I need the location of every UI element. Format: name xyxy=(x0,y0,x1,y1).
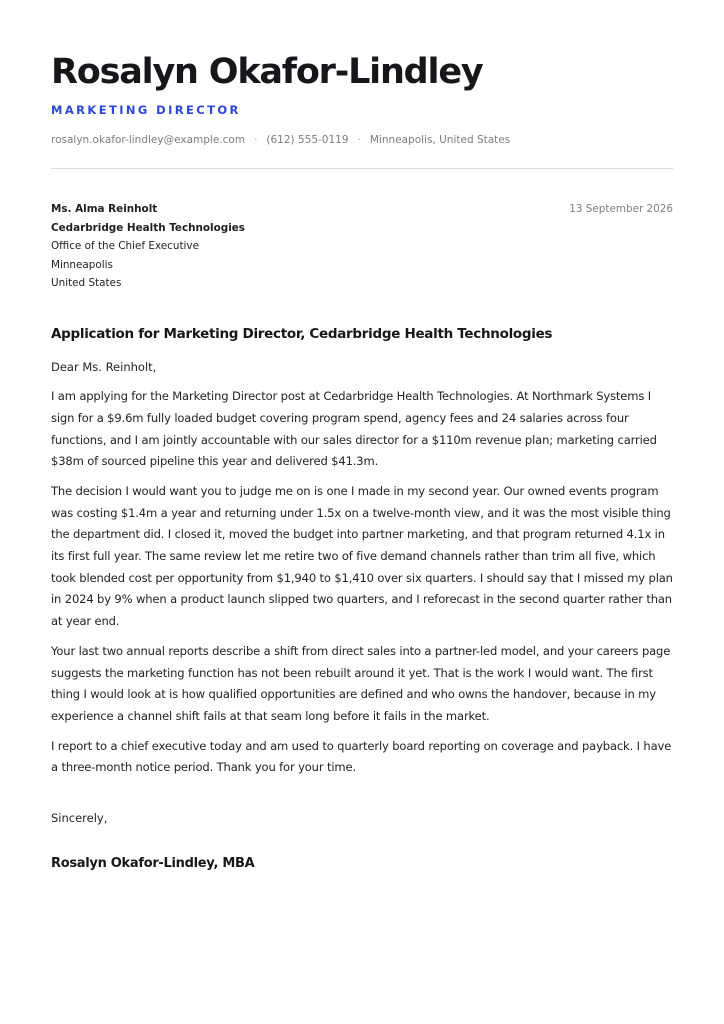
contact-line xyxy=(51,132,673,148)
applicant-role: MARKETING DIRECTOR xyxy=(51,103,241,117)
recipient-name: Ms. Alma Reinholt xyxy=(51,203,158,215)
recipient-country: United States xyxy=(51,277,122,289)
header-divider xyxy=(51,168,673,169)
letter-date: 13 September 2026 xyxy=(569,203,673,215)
recipient-office: Office of the Chief Executive xyxy=(51,240,199,252)
recipient-address xyxy=(51,200,245,293)
contact-location: Minneapolis, United States xyxy=(369,134,511,146)
contact-email: rosalyn.okafor-lindley@example.com xyxy=(51,134,246,146)
letter-subject: Application for Marketing Director, Cedarbridge Health Technologies xyxy=(51,325,553,342)
body-paragraph: The decision I would want you to judge me on is one I made in my second year. Our owned events program was costing $1.4m a year and returning under 1.5x on a twelve-month view, and it was the most visible thing the department did. I closed it, moved the budget into partner marketing, and that program returned 4.1x in its first full year. The same review let me retire two of five demand channels rather than trim all five, which took blended cost per opportunity from $1,940 to $1,410 over six quarters. I should say that I missed my plan in 2024 by 9% when a product launch slipped two quarters, and I reforecast in the second quarter rather than at year end. xyxy=(51,483,673,629)
applicant-name: Rosalyn Okafor-Lindley xyxy=(51,52,483,92)
contact-separator: · xyxy=(357,134,361,146)
salutation: Dear Ms. Reinholt, xyxy=(51,359,157,374)
body-paragraph: I report to a chief executive today and am used to quarterly board reporting on coverage and payback. I have a three-month notice period. Thank you for your time. xyxy=(51,738,672,775)
address-block xyxy=(51,200,673,293)
contact-phone: (612) 555-0119 xyxy=(266,134,349,146)
recipient-city: Minneapolis xyxy=(51,258,113,271)
closing: Sincerely, xyxy=(51,811,108,826)
letter-body xyxy=(51,386,673,779)
recipient-company: Cedarbridge Health Technologies xyxy=(51,221,245,234)
signature: Rosalyn Okafor-Lindley, MBA xyxy=(51,855,255,871)
body-paragraph: I am applying for the Marketing Director post at Cedarbridge Health Technologies. At Northmark Systems I sign for a $9.6m fully loaded budget covering program spend, agency fees and 24 salaries across four functions, and I am jointly accountable with our sales director for a $110m revenue plan; marketing carried $38m of sourced pipeline this year and delivered $41.3m. xyxy=(51,389,657,469)
contact-separator: · xyxy=(254,134,258,146)
body-paragraph: Your last two annual reports describe a shift from direct sales into a partner-led model, and your careers page suggests the marketing function has not been rebuilt around it yet. That is the work I would want. The first thing I would look at is how qualified opportunities are defined and who owns the handover, because in my experience a channel shift fails at that seam long before it fails in the market. xyxy=(51,643,671,723)
